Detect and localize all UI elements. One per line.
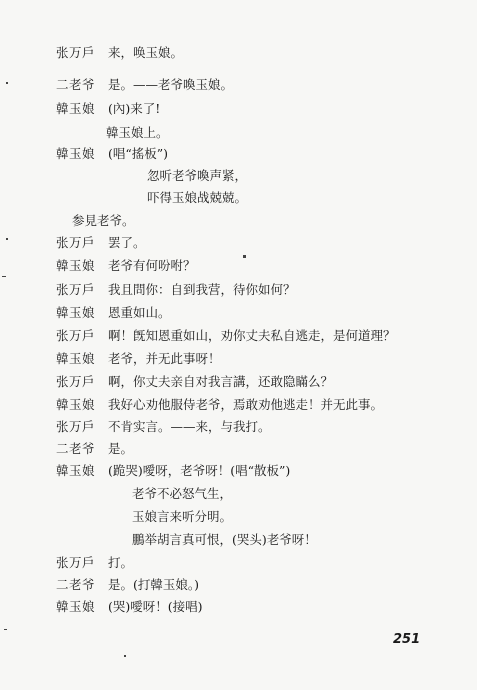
scan-speck	[243, 255, 246, 258]
speaker-name: 张万戶	[56, 374, 96, 389]
line-text: 不肯实言。——来，与我打。	[108, 419, 271, 434]
line-text: 玉娘言来听分明。	[132, 509, 233, 524]
line-text: 老爷，并无此事呀！	[108, 351, 221, 366]
line-text: 老爷有何吩咐？	[108, 258, 196, 273]
line-text: 啊，你丈夫亲自对我言講，还敢隐瞞么？	[108, 374, 334, 389]
page-number: 251	[393, 632, 421, 647]
line-text: 是。	[108, 441, 134, 456]
line-text: 恩重如山。	[108, 305, 171, 320]
scan-speck	[2, 276, 6, 277]
line-text: 韓玉娘上。	[106, 125, 169, 140]
line-text: 啊！旣知恩重如山，劝你丈夫私自逃走，是何道理？	[108, 328, 396, 343]
line-text: 鵬举胡言真可恨，(哭头)老爷呀！	[132, 532, 317, 547]
line-text: (內)来了!	[108, 101, 161, 116]
line-text: (哭)噯呀！(接唱)	[108, 599, 203, 614]
speaker-name: 韓玉娘	[56, 258, 96, 273]
speaker-name: 韓玉娘	[56, 146, 96, 161]
speaker-name: 二老爷	[56, 441, 96, 456]
line-text: (唱“搖板”)	[108, 146, 169, 161]
speaker-name: 张万戶	[56, 282, 96, 297]
speaker-name: 张万戶	[56, 45, 96, 60]
scan-speck	[6, 82, 8, 84]
speaker-name: 韓玉娘	[56, 397, 96, 412]
line-text: 打。	[108, 555, 134, 570]
line-text: 忽听老爷喚声紧，	[147, 168, 248, 183]
speaker-name: 韓玉娘	[56, 599, 96, 614]
line-text: 是。——老爷喚玉娘。	[108, 77, 234, 92]
speaker-name: 韓玉娘	[56, 463, 96, 478]
line-text: 是。(打韓玉娘。)	[108, 577, 200, 592]
line-text: 老爷不必怒气生，	[132, 486, 233, 501]
line-text: 我且問你：自到我营，待你如何？	[108, 282, 296, 297]
scan-speck	[4, 629, 7, 630]
speaker-name: 二老爷	[56, 577, 96, 592]
speaker-name: 二老爷	[56, 77, 96, 92]
line-text: (跪哭)噯呀，老爷呀！(唱“散板”)	[108, 463, 291, 478]
speaker-name: 张万戶	[56, 419, 96, 434]
line-text: 我好心劝他服侍老爷，焉敢劝他逃走！并无此事。	[108, 397, 384, 412]
speaker-name: 韓玉娘	[56, 351, 96, 366]
line-text: 来，唤玉娘。	[108, 45, 184, 60]
speaker-name: 张万戶	[56, 235, 96, 250]
scan-speck	[124, 655, 126, 657]
line-text: 吓得玉娘战兢兢。	[147, 190, 248, 205]
scan-speck	[6, 238, 8, 240]
speaker-name: 张万戶	[56, 328, 96, 343]
speaker-name: 张万戶	[56, 555, 96, 570]
line-text: 罢了。	[108, 235, 146, 250]
speaker-name: 韓玉娘	[56, 101, 96, 116]
speaker-name: 韓玉娘	[56, 305, 96, 320]
line-text: 参見老爷。	[72, 213, 135, 228]
